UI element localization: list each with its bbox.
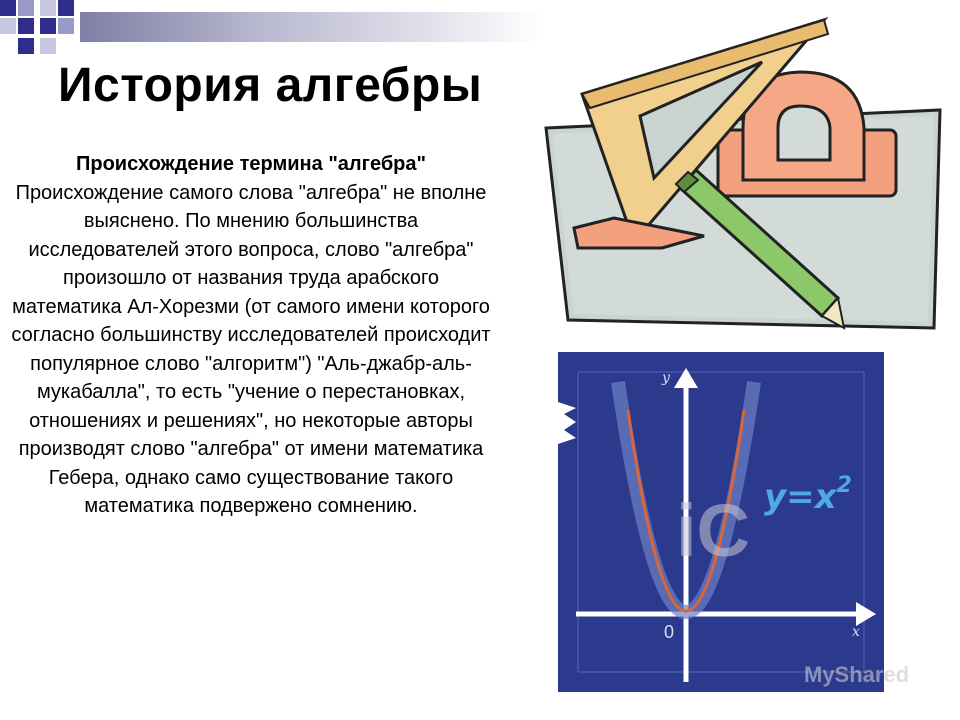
geometry-tools-image [538,10,948,350]
parabola-graph-icon [558,352,910,692]
slide-title: История алгебры [58,59,483,112]
slide-body: Происхождение самого слова "алгебра" не вполне выяснено. По мнению большинства исследователей этого вопроса, слово "алгебра" произошло от названия труда арабского математика Ал-Хорезми (от самого имени которого согласно большинству исследователей происходит популярное слово "алгоритм") "Аль-джабр-аль-мукабалла", то есть "учение о перестановках, отношениях и решениях", но некоторые авторы производят слово "алгебра" от имени математика Гебера, однако само существование такого математика подвержено сомнению. [11,181,491,517]
header-bar [80,12,542,42]
axis-x-label: x [852,624,860,640]
origin-label: 0 [664,622,675,642]
formula-base: y=x [764,477,837,517]
formula-exponent: 2 [836,473,852,498]
slide-text [10,150,492,521]
watermark-text: MyShared [804,662,910,687]
slide-subtitle: Происхождение термина "алгебра" [76,153,426,175]
watermark-logo: iC [676,489,750,572]
axis-y-label: y [662,370,670,386]
